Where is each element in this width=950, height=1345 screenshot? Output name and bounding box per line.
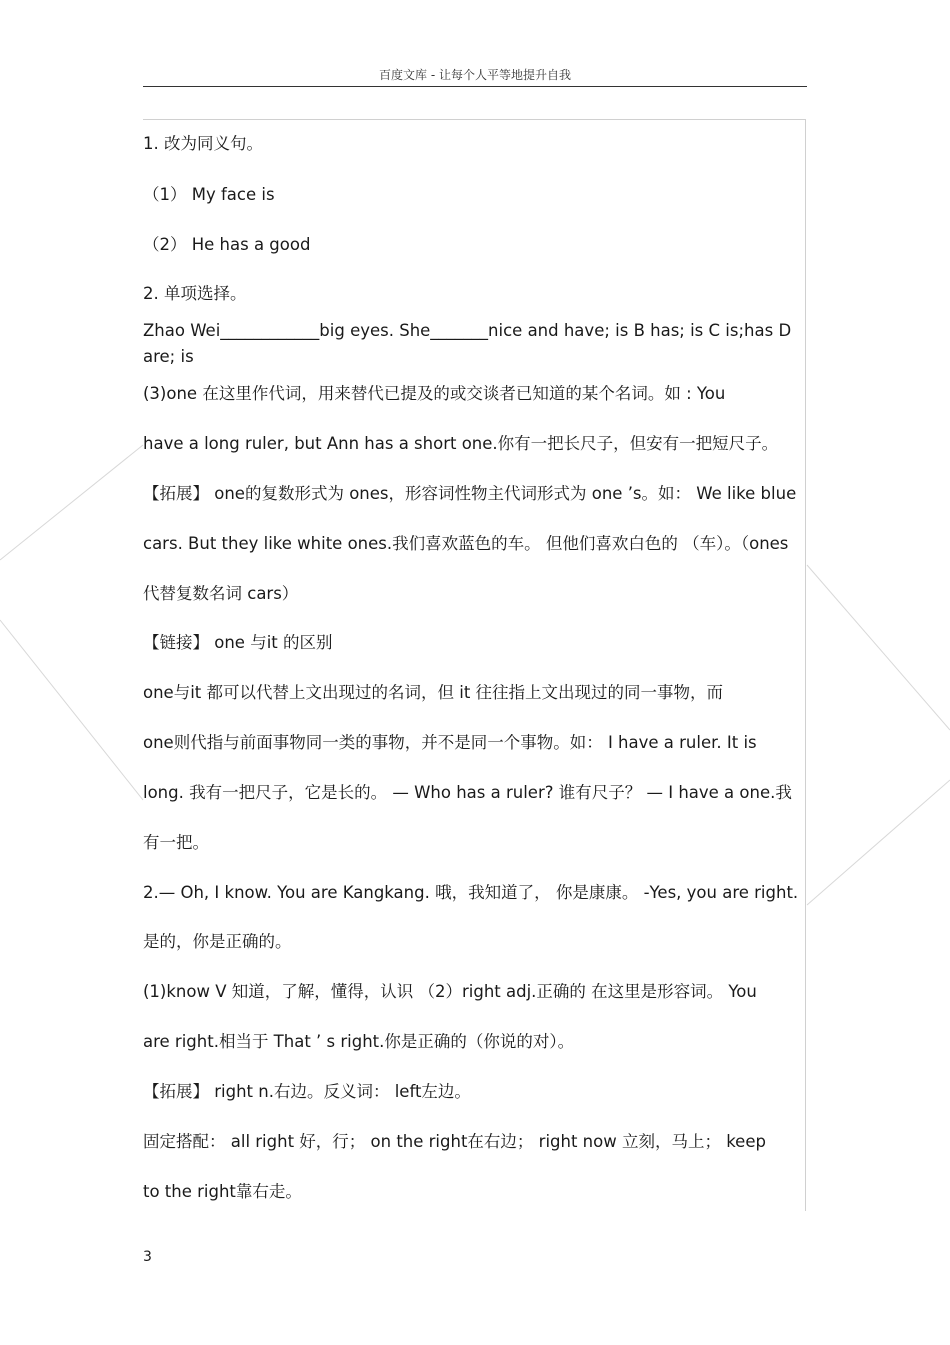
exercise-2-question: Zhao Wei____________big eyes. She_______nice and have; is B has; is C is;has D are; is [143, 321, 792, 366]
text-line: 【拓展】 right n.右边。反义词： left左边。 [143, 1082, 471, 1101]
text-line: 2.— Oh, I know. You are Kangkang. 哦，我知道了， 你是康康。 -Yes, you are right. [143, 883, 799, 902]
text-line: cars. But they like white ones.我们喜欢蓝色的车。 但他们喜欢白色的 （车）。（ones [143, 534, 789, 553]
text-line: 【拓展】 one的复数形式为 ones，形容词性物主代词形式为 one ’s。如： We like blue [143, 484, 797, 503]
exercise-1-item-1: （1） My face is [143, 185, 275, 204]
text-line: 【链接】 one 与it 的区别 [143, 633, 333, 652]
text-line: one与it 都可以代替上文出现过的名词，但 it 往往指上文出现过的同一事物，而 [143, 683, 724, 702]
text-line: 固定搭配： all right 好，行； on the right在右边； right now 立刻，马上； keep [143, 1132, 766, 1151]
text-line: have a long ruler, but Ann has a short one.你有一把长尺子，但安有一把短尺子。 [143, 434, 779, 453]
exercise-1-item-2: （2） He has a good [143, 235, 311, 254]
text-line: 有一把。 [143, 833, 209, 852]
text-line: (1)know V 知道，了解，懂得，认识 （2）right adj.正确的 在这里是形容词。 You [143, 982, 757, 1001]
text-line: long. 我有一把尺子，它是长的。 — Who has a ruler? 谁有尺子？ — I have a one.我 [143, 783, 792, 802]
exercise-2-heading: 2. 单项选择。 [143, 284, 247, 303]
text-line: 代替复数名词 cars） [143, 584, 299, 603]
header-divider [143, 86, 807, 87]
page-header: 百度文库 - 让每个人平等地提升自我 [379, 68, 571, 82]
text-line: are right.相当于 That ’ s right.你是正确的（你说的对）。 [143, 1032, 575, 1051]
text-line: one则代指与前面事物同一类的事物，并不是同一个事物。如： I have a ruler. It is [143, 733, 757, 752]
text-line: 是的，你是正确的。 [143, 932, 292, 951]
page-number: 3 [143, 1249, 152, 1265]
text-line: (3)one 在这里作代词，用来替代已提及的或交谈者已知道的某个名词。如 : You [143, 384, 726, 403]
exercise-1-heading: 1. 改为同义句。 [143, 134, 263, 153]
text-line: to the right靠右走。 [143, 1182, 302, 1201]
